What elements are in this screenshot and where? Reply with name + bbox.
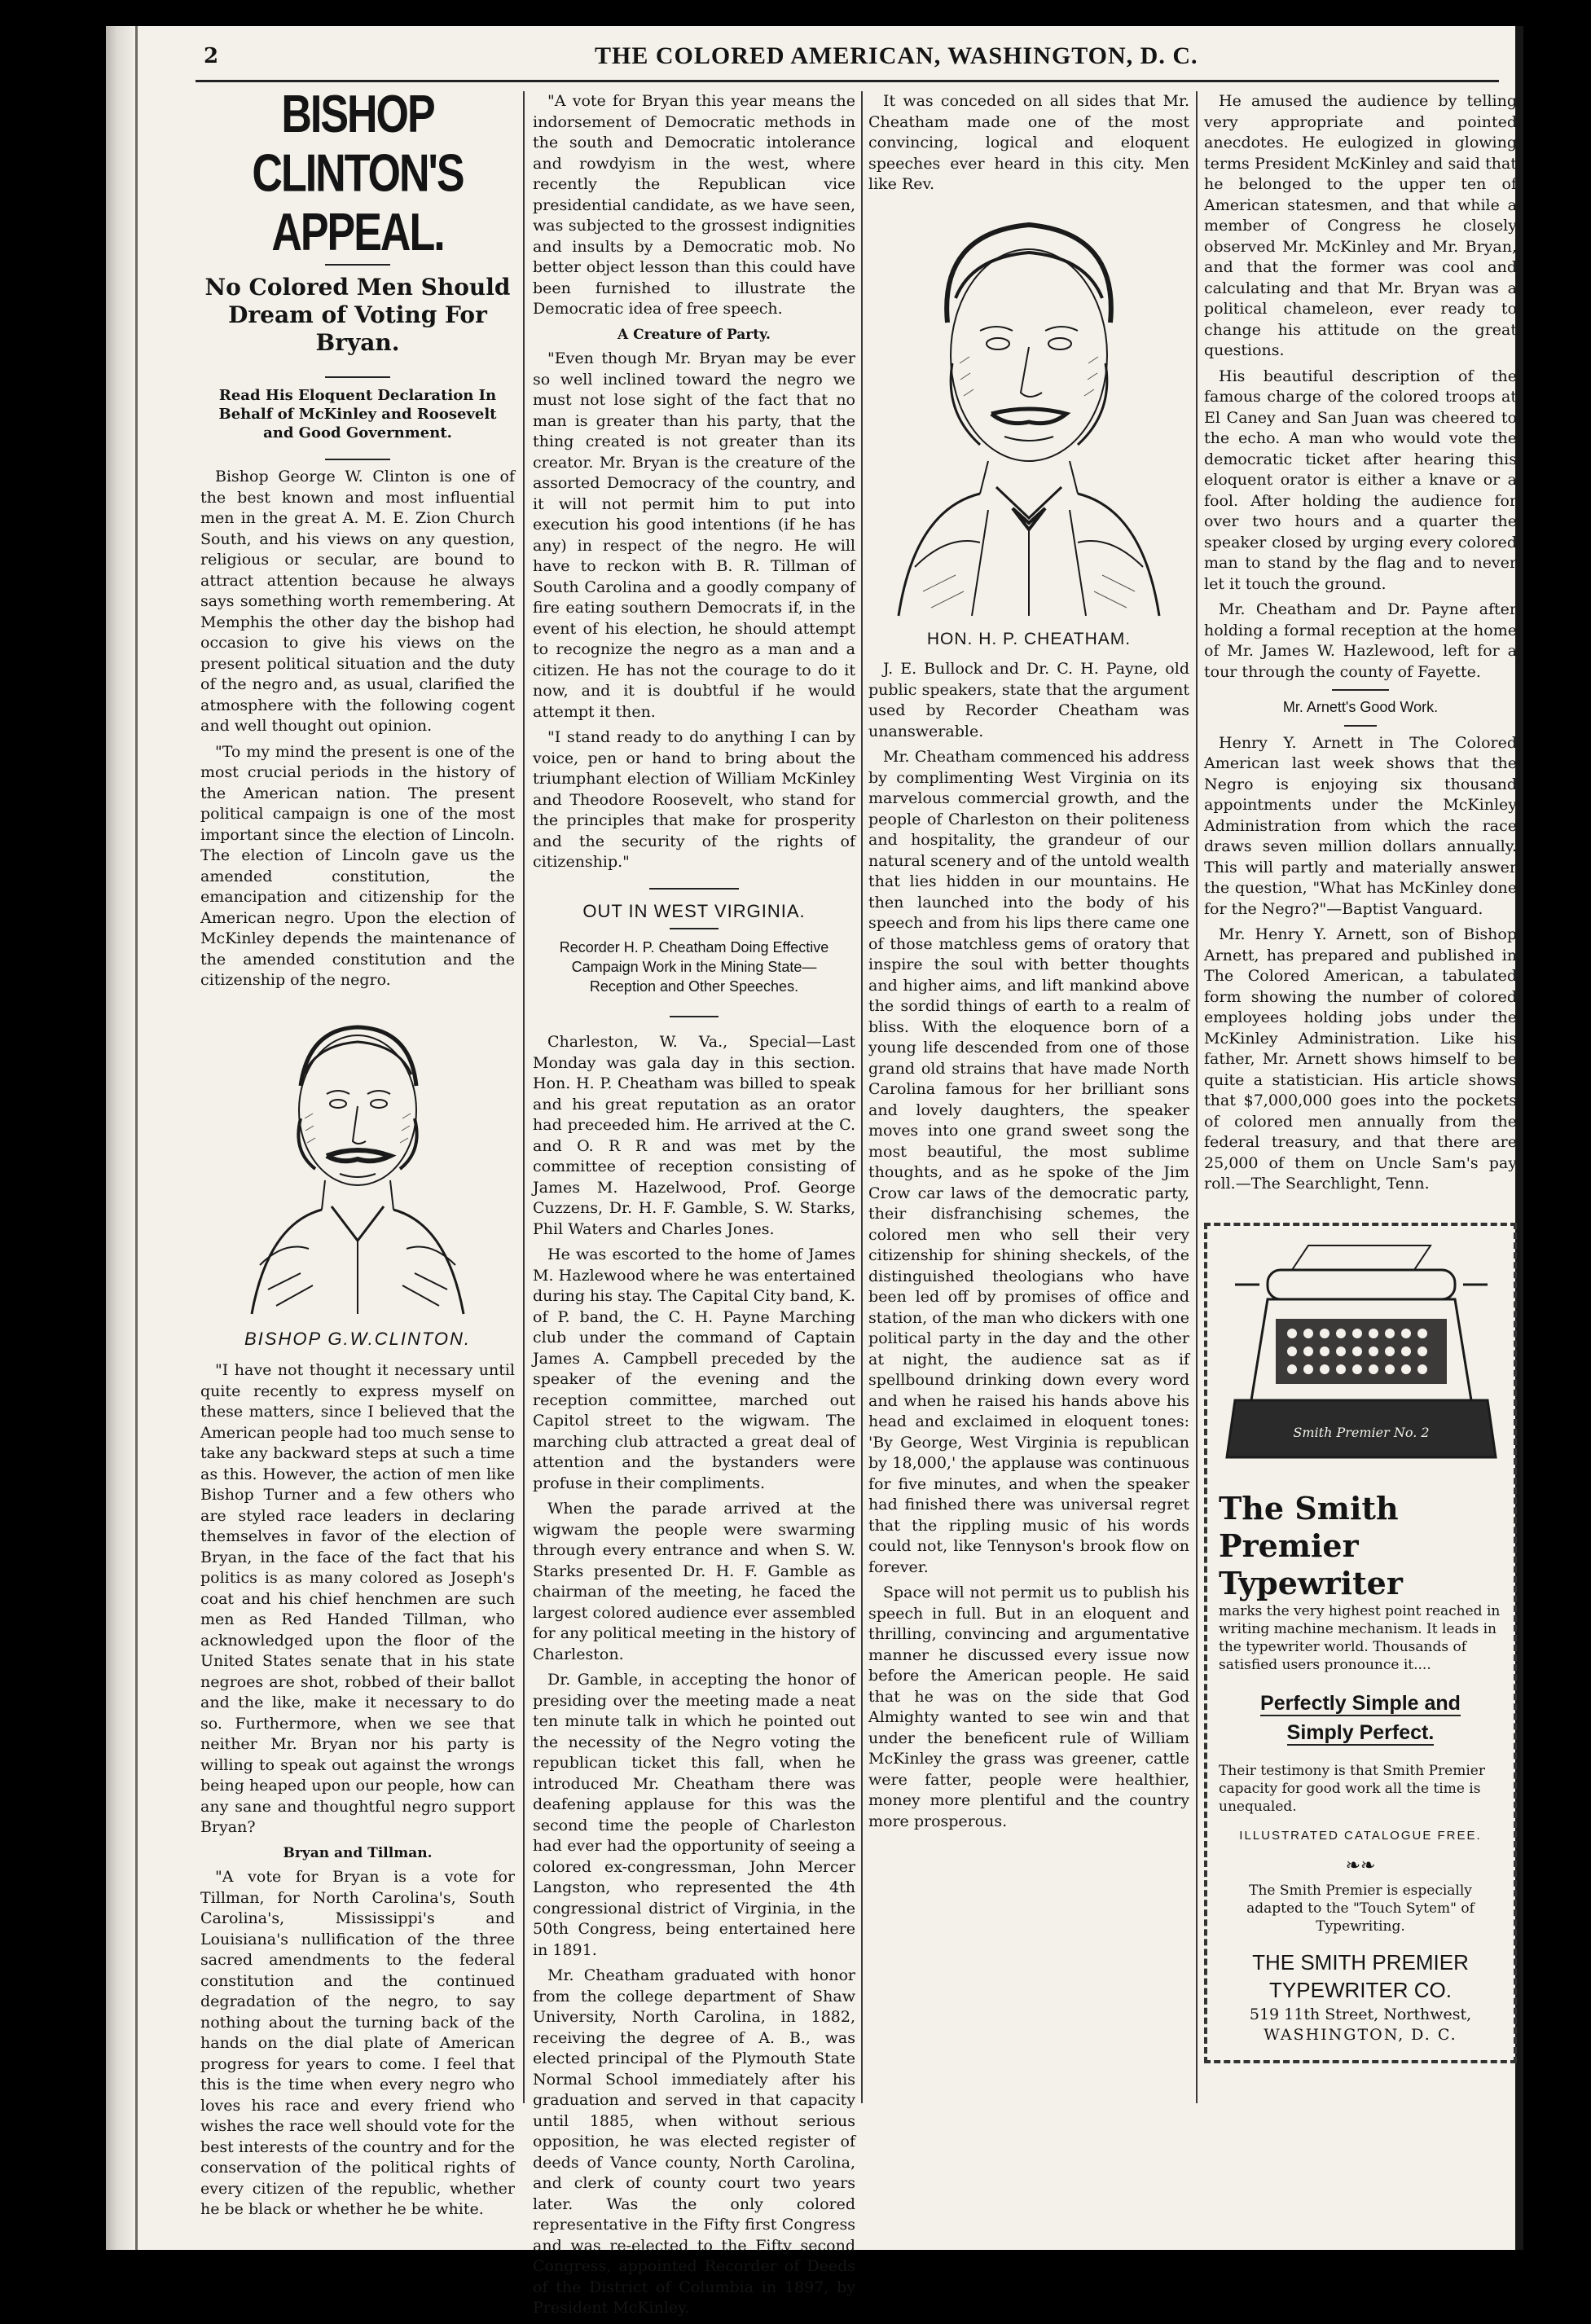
ad-company-line1: THE SMITH PREMIER	[1252, 1949, 1469, 1975]
bishop-clinton-portrait	[235, 996, 480, 1322]
section-rule	[649, 888, 739, 890]
west-virginia-paragraph: He amused the audience by telling very appropriate and pointed anecdotes. He eulogized in glowing terms President McKinley and said that he belonged to the upper ten of American statesmen, and that while a member of Congress he closely observed Mr. McKinley and Mr. Bryan, and that the former was cool and calculating and that Mr. Bryan was a political chameleon, ever ready to change his attitude on the great questions.	[1204, 92, 1517, 359]
west-virginia-paragraph: His beautiful description of the famous charge of the colored troops at El Caney and San Juan was cheered to the echo. A man who would vote the democratic ticket after hearing this eloquent orator is either a knave or a fool. After holding the audience for over two hours and a quarter the speaker closed by urging every colored man to stand by the flag and to never let it touch the ground.	[1204, 367, 1517, 593]
west-virginia-paragraph: J. E. Bullock and Dr. C. H. Payne, old public speakers, state that the argument used by Recorder Cheatham was unanswerable.	[868, 660, 1189, 740]
smith-premier-advertisement	[1204, 1223, 1517, 2064]
clinton-paragraph: "To my mind the present is one of the most crucial periods in the history of the American nation. The present political campaign is one of the most important since the election of Lincoln. The election of Lincoln gave us the amended constitution, the emancipation and citizenship for the American negro. Upon the election of McKinley depends the maintenance of the amended constitution and the citizenship of the negro.	[200, 742, 515, 989]
deck-rule	[325, 459, 390, 460]
column-rule	[523, 91, 525, 2103]
west-virginia-paragraph: Mr. Cheatham commenced his address by complimenting West Virginia on its marvelous commercial growth, and the people of Charleston on their politeness and hospitality, the grandeur of our natural scenery and of the untold wealth that lies hidden in our mountains. He then launched into the body of his speech and from his lips there came one of those matchless gems of oratory that inspire the soul with better thoughts and higher aims, and lift mankind above the sordid things of earth to a realm of bliss. With the eloquence born of a young life descended from one of those grand old strains that have made North Carolina famous for her brilliant sons and lovely daughters, the speaker moves into one grand sweet song the most beautiful, the most sublime thoughts, and as he spoke of the Jim Crow car laws of the democratic party, their disfranchising schemes, the colored men who sell their very citizenship for shining sheckels, of the distinguished theologians who have been led off by promises of office and station, of the man who dickers with one political party in the day and the other at night, the audience sat as if spellbound drinking down every word and when he raised his hands above his head and exclaimed in eloquent tones: 'By George, West Virginia is republican by 18,000,' the applause was continuous for five minutes, and when the speaker had finished there was universal regret that the rippling music of his words could not, like Tennyson's brook flow on forever.	[868, 748, 1189, 1576]
fleuron-ornament: ❧❧	[1345, 1856, 1376, 1876]
subhead-rule	[325, 376, 390, 378]
newspaper-page	[106, 26, 1523, 2317]
column-3	[868, 91, 1189, 1837]
page-number: 2	[204, 44, 219, 68]
cheatham-portrait	[890, 200, 1167, 624]
ad-tagline-1: Perfectly Simple and	[1260, 1691, 1461, 1715]
typewriter-illustration	[1219, 1237, 1504, 1482]
ad-touch-system: The Smith Premier is especially adapted to the "Touch Sytem" of Typewriting.	[1246, 1882, 1475, 1935]
west-virginia-paragraph: It was conceded on all sides that Mr. Cheatham made one of the most convincing, logical and eloquent speeches ever heard in this city. Men like Rev.	[868, 92, 1189, 193]
clinton-paragraph: Bishop George W. Clinton is one of the best known and most influential men in the great A. M. E. Zion Church South, and his views on any question, religious or secular, are bound to attract attention because he always says something worth remembering. At Memphis the other day the bishop had occasion to give his views on the present political situation and the duty of the negro and, as usual, clarified the atmosphere with the following cogent and well thought out opinion.	[200, 468, 515, 735]
west-virginia-paragraph: He was escorted to the home of James M. Hazlewood where he was entertained during his stay. The Capital City band, K. of P. band, the C. H. Payne Marching club under the command of Captain James A. Campbell preceded by the speaker of the evening and the reception committee, marched out Capitol street to the wigwam. The marching club attracted a great deal of attention and the bystanders were profuse in their compliments.	[533, 1245, 855, 1492]
ad-company-line2: TYPEWRITER CO.	[1269, 1977, 1452, 2002]
headline-rule	[1344, 725, 1377, 727]
arnett-paragraph: Mr. Henry Y. Arnett, son of Bishop Arnett, has prepared and published in The Colored American, a tabulated form showing the number of colored employees holding jobs under the McKinley Administration. Like his father, Mr. Arnett shows himself to be quite a statistician. His article shows that $7,000,000 goes into the pockets of colored men annually from the federal treasury, and that there are 25,000 of them on Uncle Sam's pay roll.—The Searchlight, Tenn.	[1204, 925, 1517, 1193]
west-virginia-paragraph: Space will not permit us to publish his speech in full. But in an eloquent and thrilling, convincing and argumentative manner he discussed every issue now before the American people. He said that he was on the side that God Almighty wanted to see win and that under the beneficent rule of William McKinley the grass was greener, cattle were fatter, people were healthier, money more plentiful and the country more prosperous.	[868, 1584, 1189, 1830]
clinton-paragraph: "I have not thought it necessary until quite recently to express myself on these matters, since I believed that the American people had too much sense to take any backward steps at such a time as this. However, the action of men like Bishop Turner and a few others who are styled race leaders in declaring themselves in favor of the election of Bryan, in the face of the fact that his politics is as many colored as Joseph's coat and his chief henchmen are such men as Red Handed Tillman, who acknowledged upon the floor of the United States senate that in his state negroes are shot, robbed of their ballot and the like, make it necessary to do so. Furthermore, when we see that neither Mr. Bryan nor his party is willing to speak out against the wrongs being heaped upon our people, how can any sane and thoughtful negro support Bryan?	[200, 1361, 515, 1836]
ad-tagline-2: Simply Perfect.	[1286, 1720, 1435, 1744]
typewriter-label: Smith Premier No. 2	[1293, 1424, 1430, 1440]
creature-subhead: A Creature of Party.	[618, 326, 771, 343]
binding-margin	[106, 26, 134, 2250]
deck-rule	[670, 1016, 719, 1017]
ad-brand-line2: Typewriter	[1219, 1564, 1403, 1601]
cheatham-portrait-caption: HON. H. P. CHEATHAM.	[926, 629, 1132, 648]
column-rule	[861, 91, 863, 2103]
ad-body-text: marks the very highest point reached in writing machine mechanism. It leads in the typewriter world. Thousands of satisfied users pronounce it....	[1219, 1602, 1501, 1673]
clinton-paragraph: "I stand ready to do anything I can by voice, pen or hand to bring about the triumphant election of William McKinley and Theodore Roosevelt, who stand for the principles that make for prosperity and the security of the rights of citizenship."	[533, 728, 855, 871]
headline-rule	[325, 264, 390, 266]
masthead-rule	[196, 80, 1499, 82]
west-virginia-paragraph: Dr. Gamble, in accepting the honor of presiding over the meeting made a neat ten minute talk in which he pointed out the necessity of the Negro voting the republican ticket this fall, when he introduced Mr. Cheatham there was deafening applause for this was the second time the people of Charleston had ever had the opportunity of seeing a colored ex-congressman, John Mercer Langston, who represented the 4th congressional district of Virginia, in the 50th Congress, being entertained here in 1891.	[533, 1671, 855, 1959]
west-virginia-deck: Recorder H. P. Cheatham Doing Effective Campaign Work in the Mining State—Reception and Other Speeches.	[559, 939, 829, 995]
ad-address: 519 11th Street, Northwest,	[1249, 2005, 1472, 2023]
clinton-headline: BISHOP CLINTON'S APPEAL.	[252, 85, 464, 262]
ad-testimony: Their testimony is that Smith Premier capacity for good work all the time is unequaled.	[1219, 1762, 1485, 1815]
west-virginia-paragraph: When the parade arrived at the wigwam the people were swarming through every entrance and when S. W. Starks presented Dr. H. F. Gamble as chairman of the meeting, he faced the largest colored audience ever assembled for any political meeting in the history of Charleston.	[533, 1500, 855, 1663]
clinton-subhead: No Colored Men Should Dream of Voting For Bryan.	[204, 274, 511, 356]
arnett-headline: Mr. Arnett's Good Work.	[1282, 699, 1439, 715]
clinton-paragraph: "A vote for Bryan is a vote for Tillman, for North Carolina's, South Carolina's, Mississippi's and Louisiana's nullification of the three sacred amendments to the federal constitution and the continued degradation of the negro, to say nothing about the turning back of the hands on the dial plate of American progress for years to come. I feel that this is the time when every negro who loves his race and every friend who wishes the race well should vote for the best interests of the country and for the conservation of the political rights of every citizen of the republic, whether he be black or whether he be white.	[200, 1868, 515, 2218]
column-2	[533, 91, 855, 2324]
arnett-paragraph: Henry Y. Arnett in The Colored American last week shows that the Negro is enjoying six thousand appointments under the McKinley Administration from which the race draws seven million dollars annually. This will partly and materially answer the question, "What has McKinley done for the Negro?"—Baptist Vanguard.	[1204, 733, 1517, 918]
clinton-deck: Read His Eloquent Declaration In Behalf of McKinley and Roosevelt and Good Government.	[218, 387, 497, 442]
clinton-paragraph: "Even though Mr. Bryan may be ever so well inclined toward the negro we must not lose sight of the fact that no man is greater than his party, that the thing created is not greater than its creator. Mr. Bryan is the creature of the assorted Democracy of the country, and it will not permit him to put into execution his good intentions (if he has any) in respect of the negro. He will have to reckon with B. R. Tillman of South Carolina and a goodly company of fire eating southern Democrats if, in the event of his election, he should attempt to recognize the negro as a man and a citizen. He has not the courage to do it now, and it is doubtful if he would attempt it then.	[533, 349, 855, 721]
west-virginia-headline: OUT IN WEST VIRGINIA.	[582, 900, 806, 921]
ad-brand-line1: The Smith Premier	[1219, 1489, 1399, 1564]
tillman-subhead: Bryan and Tillman.	[283, 1844, 433, 1861]
west-virginia-paragraph: Mr. Cheatham and Dr. Payne after holding a formal reception at the home of Mr. James W. Hazlewood, left for a tour through the county of Fayette.	[1204, 600, 1517, 681]
headline-rule	[670, 928, 719, 929]
column-rule	[1196, 91, 1198, 2103]
column-4	[1204, 91, 1517, 2063]
binding-edge	[135, 26, 138, 2250]
masthead-title: THE COLORED AMERICAN, WASHINGTON, D. C.	[595, 42, 1198, 69]
section-rule	[1332, 689, 1389, 691]
ad-city: WASHINGTON, D. C.	[1264, 2025, 1457, 2044]
column-1	[200, 85, 515, 2225]
ad-brand-row	[1219, 1565, 1502, 1602]
clinton-portrait-caption: BISHOP G.W.CLINTON.	[244, 1328, 471, 1349]
ad-catalogue: ILLUSTRATED CATALOGUE FREE.	[1239, 1828, 1482, 1843]
west-virginia-paragraph: Charleston, W. Va., Special—Last Monday was gala day in this section. Hon. H. P. Cheatham was billed to speak and his great reputation as an orator had preceeded him. He arrived at the C. and O. R R and was met by the committee of reception consisting of James M. Hazelwood, Prof. George Cuzzens, Dr. H. F. Gamble, S. W. Starks, Phil Waters and Charles Jones.	[533, 1033, 855, 1238]
ad-tagline	[1219, 1689, 1502, 1747]
west-virginia-paragraph: Mr. Cheatham graduated with honor from the college department of Shaw University, North Carolina, in 1882, receiving the degree of A. B., was elected principal of the Plymouth State Normal School immediately after his graduation and served in that capacity until 1885, when without serious opposition, he was elected register of deeds of Vance county, North Carolina, and clerk of county court two years later. Was the only colored representative in the Fifty first Congress and was re-elected to the Fifty second Congress, appointed Recorder of Deeds of the District of Columbia in 1897, by President McKinley.	[533, 1966, 855, 2317]
clinton-paragraph: "A vote for Bryan this year means the indorsement of Democratic methods in the south and Democratic intolerance and rowdyism in the west, where recently the Republican vice presidential candidate, as we have seen, was subjected to the grossest indignities and insults by a Democratic mob. No better object lesson than this could have been furnished to illustrate the Democratic idea of free speech.	[533, 92, 855, 318]
